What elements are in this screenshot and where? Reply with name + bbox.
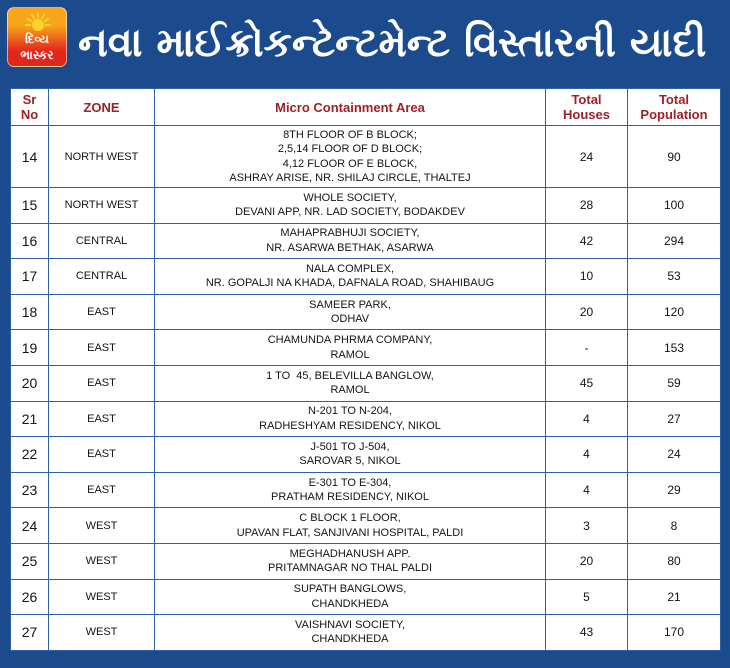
area-line: WHOLE SOCIETY, <box>303 191 397 204</box>
zone-cell: CENTRAL <box>49 259 155 295</box>
logo-line: દિવ્ય <box>25 32 49 46</box>
total-population-cell: 29 <box>628 472 721 508</box>
sr-no-cell: 19 <box>11 330 49 366</box>
sun-ray <box>45 19 48 21</box>
header-line: Micro Containment Area <box>275 99 425 115</box>
containment-area-cell <box>155 294 546 330</box>
area-line: PRATHAM RESIDENCY, NIKOL <box>271 491 429 504</box>
area-line: MAHAPRABHUJI SOCIETY, <box>280 227 420 240</box>
sr-no-header <box>11 89 49 126</box>
sr-no-cell: 14 <box>11 126 49 188</box>
area-line: MEGHADHANUSH APP. <box>289 547 411 560</box>
containment-area-cell <box>155 365 546 401</box>
area-line: E-301 TO E-304, <box>308 476 392 489</box>
table-row <box>11 223 721 259</box>
containment-area-cell <box>155 223 546 259</box>
area-line: 2,5,14 FLOOR OF D BLOCK; <box>277 143 423 155</box>
area-line: RAMOL <box>330 384 370 397</box>
total-population-cell: 153 <box>628 330 721 366</box>
sun-icon <box>22 11 54 31</box>
zone-cell: WEST <box>49 615 155 651</box>
total-population-cell: 90 <box>628 126 721 188</box>
total-population-cell: 8 <box>628 508 721 544</box>
containment-area-cell <box>155 259 546 295</box>
table-row <box>11 437 721 473</box>
containment-area-cell <box>155 508 546 544</box>
table-body <box>11 126 721 651</box>
zone-cell: NORTH WEST <box>49 126 155 188</box>
area-line: RAMOL <box>330 348 370 361</box>
area-line: J-501 TO J-504, <box>310 440 390 453</box>
sr-no-cell: 25 <box>11 543 49 579</box>
area-line: SUPATH BANGLOWS, <box>293 583 407 596</box>
area-line: NR. GOPALJI NA KHADA, DAFNALA ROAD, SHAHIBAUG <box>205 277 495 290</box>
total-population-cell: 100 <box>628 188 721 224</box>
zone-cell: EAST <box>49 330 155 366</box>
containment-area-cell <box>155 472 546 508</box>
table-row <box>11 126 721 188</box>
zone-cell: EAST <box>49 472 155 508</box>
sr-no-cell: 17 <box>11 259 49 295</box>
total-houses-cell: 45 <box>546 365 628 401</box>
table-row <box>11 259 721 295</box>
sun-ray <box>32 15 34 18</box>
containment-area-cell <box>155 401 546 437</box>
total-houses-cell: 10 <box>546 259 628 295</box>
total-population-cell: 24 <box>628 437 721 473</box>
zone-cell: NORTH WEST <box>49 188 155 224</box>
header-line: No <box>20 107 39 122</box>
area-line: RADHESHYAM RESIDENCY, NIKOL <box>259 419 441 432</box>
total-houses-cell: 3 <box>546 508 628 544</box>
zone-cell: CENTRAL <box>49 223 155 259</box>
zone-header <box>49 89 155 126</box>
area-line: 8TH FLOOR OF B BLOCK; <box>283 128 417 141</box>
sun-disc <box>32 19 44 31</box>
area-line: CHAMUNDA PHRMA COMPANY, <box>267 334 433 347</box>
containment-area-cell <box>155 126 546 188</box>
area-line: VAISHNAVI SOCIETY, <box>294 618 406 631</box>
zone-cell: EAST <box>49 294 155 330</box>
sr-no-cell: 15 <box>11 188 49 224</box>
sr-no-cell: 22 <box>11 437 49 473</box>
total-population-cell: 21 <box>628 579 721 615</box>
sr-no-cell: 26 <box>11 579 49 615</box>
sr-no-cell: 24 <box>11 508 49 544</box>
table-row <box>11 472 721 508</box>
area-line: DEVANI APP, NR. LAD SOCIETY, BODAKDEV <box>235 206 465 219</box>
total-houses-header <box>546 89 628 126</box>
total-houses-cell: 4 <box>546 437 628 473</box>
table-row <box>11 365 721 401</box>
area-line: SAROVAR 5, NIKOL <box>299 455 401 468</box>
total-houses-cell: 24 <box>546 126 628 188</box>
header-line: ZONE <box>83 99 120 115</box>
table-row <box>11 579 721 615</box>
table-row <box>11 615 721 651</box>
area-line: NALA COMPLEX, <box>305 262 395 275</box>
header-line: Houses <box>563 107 610 122</box>
table-row <box>11 508 721 544</box>
sr-no-cell: 27 <box>11 615 49 651</box>
area-line: ASHRAY ARISE, NR. SHILAJ CIRCLE, THALTEJ <box>229 172 471 184</box>
table-row <box>11 294 721 330</box>
total-houses-cell: 43 <box>546 615 628 651</box>
area-line: SAMEER PARK, <box>309 298 391 311</box>
containment-area-cell <box>155 543 546 579</box>
zone-cell: WEST <box>49 508 155 544</box>
sun-ray <box>42 15 44 18</box>
page-title: નવા માઈક્રોકન્ટેન્ટમેન્ટ વિસ્તારની યાદી <box>78 20 707 66</box>
total-houses-cell: 20 <box>546 543 628 579</box>
containment-area-header <box>155 89 546 126</box>
zone-cell: WEST <box>49 579 155 615</box>
sr-no-cell: 20 <box>11 365 49 401</box>
sr-no-cell: 23 <box>11 472 49 508</box>
area-line: CHANDKHEDA <box>311 633 389 646</box>
sr-no-cell: 21 <box>11 401 49 437</box>
logo-text <box>8 31 66 63</box>
containment-area-cell <box>155 615 546 651</box>
total-population-header <box>628 89 721 126</box>
sun-ray <box>28 19 31 21</box>
total-houses-cell: 28 <box>546 188 628 224</box>
total-houses-cell: 20 <box>546 294 628 330</box>
total-houses-cell: 5 <box>546 579 628 615</box>
area-line: 4,12 FLOOR OF E BLOCK, <box>282 157 418 170</box>
table-row <box>11 188 721 224</box>
sr-no-cell: 18 <box>11 294 49 330</box>
total-population-cell: 27 <box>628 401 721 437</box>
total-houses-cell: 4 <box>546 401 628 437</box>
zone-cell: EAST <box>49 401 155 437</box>
total-population-cell: 59 <box>628 365 721 401</box>
header-line: Total <box>658 92 690 107</box>
containment-area-table <box>10 88 721 651</box>
area-line: ODHAV <box>330 313 370 326</box>
table-row <box>11 330 721 366</box>
area-line: 1 TO 45, BELEVILLA BANGLOW, <box>266 369 434 382</box>
sr-no-cell: 16 <box>11 223 49 259</box>
containment-area-cell <box>155 437 546 473</box>
total-population-cell: 170 <box>628 615 721 651</box>
total-houses-cell: - <box>546 330 628 366</box>
total-population-cell: 120 <box>628 294 721 330</box>
header-row <box>11 89 721 126</box>
containment-area-cell <box>155 188 546 224</box>
zone-cell: WEST <box>49 543 155 579</box>
containment-area-cell <box>155 579 546 615</box>
table-header <box>11 89 721 126</box>
area-line: NR. ASARWA BETHAK, ASARWA <box>266 241 434 254</box>
logo-line: ભાસ્કર <box>20 48 54 62</box>
header-line: Sr <box>22 92 37 107</box>
zone-cell: EAST <box>49 365 155 401</box>
area-line: C BLOCK 1 FLOOR, <box>299 512 401 525</box>
area-line: UPAVAN FLAT, SANJIVANI HOSPITAL, PALDI <box>236 526 464 539</box>
area-line: PRITAMNAGAR NO THAL PALDI <box>267 562 432 575</box>
total-population-cell: 294 <box>628 223 721 259</box>
total-population-cell: 80 <box>628 543 721 579</box>
header-line: Total <box>571 92 602 107</box>
total-houses-cell: 42 <box>546 223 628 259</box>
zone-cell: EAST <box>49 437 155 473</box>
containment-area-cell <box>155 330 546 366</box>
area-line: CHANDKHEDA <box>311 597 389 610</box>
table-row <box>11 543 721 579</box>
divya-bhaskar-logo <box>7 7 67 67</box>
area-line: N-201 TO N-204, <box>308 405 392 418</box>
total-houses-cell: 4 <box>546 472 628 508</box>
table-row <box>11 401 721 437</box>
header-line: Population <box>640 107 708 122</box>
total-population-cell: 53 <box>628 259 721 295</box>
